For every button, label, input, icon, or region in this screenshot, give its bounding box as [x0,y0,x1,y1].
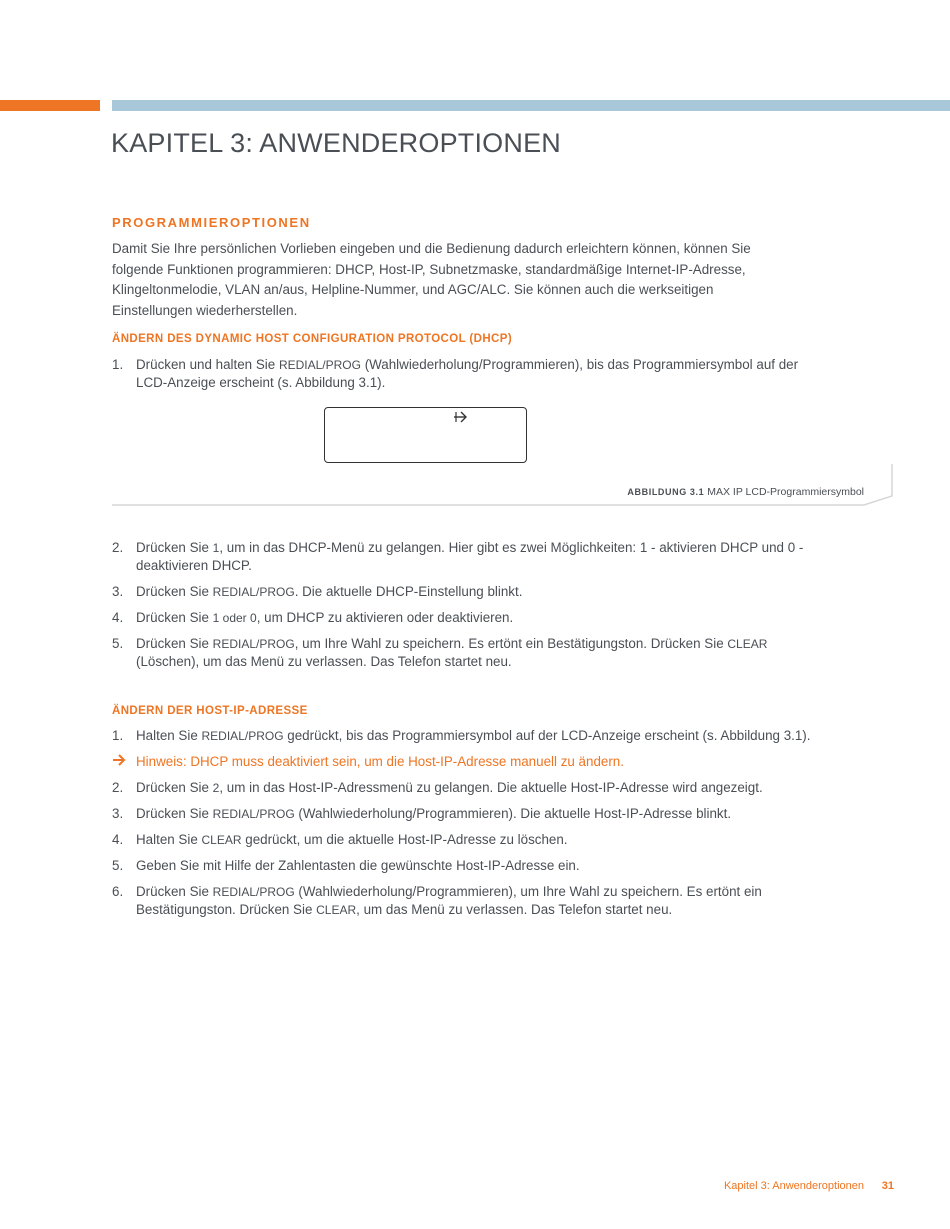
step-text: gedrückt, bis das Programmiersymbol auf der LCD-Anzeige erscheint (s. Abbildung 3.1). [283,728,811,743]
step-number: 2. [112,540,124,555]
orange-accent-bar [0,100,100,111]
step-text: (Wahlwiederholung/Programmieren), um Ihre Wahl zu speichern. Es ertönt ein Bestätigungston. Drücken Sie [136,884,762,917]
step-text: , um in das Host-IP-Adressmenü zu gelangen. Die aktuelle Host-IP-Adresse wird angezeigt. [219,780,763,795]
step-text: gedrückt, um die aktuelle Host-IP-Adresse zu löschen. [241,832,568,847]
step-number: 3. [112,806,124,821]
dhcp-step-list-continued [112,539,812,679]
list-item [112,727,812,745]
list-item [112,857,812,875]
step-text: Drücken Sie [136,610,213,625]
key-label: CLEAR [727,637,768,651]
step-text: Drücken und halten Sie [136,357,279,372]
step-text: Halten Sie [136,832,202,847]
note-label: Hinweis: [136,754,187,769]
key-label: 1 oder 0 [212,611,257,625]
list-item [112,831,812,849]
list-item [112,883,812,919]
step-text: (Wahlwiederholung/Programmieren), bis das Programmiersymbol auf der LCD-Anzeige erscheint (s. Abbildung 3.1). [136,357,799,390]
blue-header-bar [112,100,950,111]
list-item [112,583,812,601]
step-number: 3. [112,584,124,599]
list-item [112,356,812,392]
section-heading-host-ip: ÄNDERN DER HOST-IP-ADRESSE [112,705,308,717]
step-text: , um DHCP zu aktivieren oder deaktivieren. [256,610,514,625]
step-number: 5. [112,858,124,873]
step-text: Drücken Sie [136,540,213,555]
figure-caption [627,486,864,498]
list-item [112,635,812,671]
note-item [112,753,812,771]
step-number: 4. [112,610,124,625]
key-label: CLEAR [201,833,242,847]
dhcp-step-list [112,356,812,400]
key-label: REDIAL/PROG [212,637,295,651]
key-label: REDIAL/PROG [212,585,295,599]
step-number: 6. [112,884,124,899]
step-number: 5. [112,636,124,651]
key-label: CLEAR [316,903,357,917]
list-item [112,539,812,575]
program-arrow-icon [453,410,469,427]
intro-paragraph: Damit Sie Ihre persönlichen Vorlieben eingeben und die Bedienung dadurch erleichtern können, können Sie folgende Funktionen programmieren: DHCP, Host-IP, Subnetzmaske, standardmäßige Internet-IP-Adresse, Klingeltonmelodie, VLAN an/aus, Helpline-Nummer, und AGC/ALC. Sie können auch die werkseitigen Einstellungen wiederherstellen. [112,241,751,318]
step-text: (Wahlwiederholung/Programmieren). Die aktuelle Host-IP-Adresse blinkt. [294,806,732,821]
key-label: REDIAL/PROG [278,358,361,372]
step-number: 2. [112,780,124,795]
step-text: Drücken Sie [136,780,213,795]
step-text: , um in das DHCP-Menü zu gelangen. Hier gibt es zwei Möglichkeiten: 1 - aktivieren DHCP und 0 - deaktivieren DHCP. [136,540,804,573]
step-text: Drücken Sie [136,636,213,651]
section-heading-dhcp: ÄNDERN DES DYNAMIC HOST CONFIGURATION PROTOCOL (DHCP) [112,333,513,345]
list-item [112,609,812,627]
host-ip-step-list [112,727,812,927]
key-label: REDIAL/PROG [212,807,295,821]
chapter-title: KAPITEL 3: ANWENDEROPTIONEN [111,128,561,158]
key-label: 1 [212,541,220,555]
step-text: , um das Menü zu verlassen. Das Telefon startet neu. [356,902,673,917]
key-label: 2 [212,781,220,795]
step-text: . Die aktuelle DHCP-Einstellung blinkt. [294,584,523,599]
step-text: Drücken Sie [136,584,213,599]
step-text: , um Ihre Wahl zu speichern. Es ertönt ein Bestätigungston. Drücken Sie [294,636,728,651]
step-text: Halten Sie [136,728,202,743]
note-text: DHCP muss deaktiviert sein, um die Host-IP-Adresse manuell zu ändern. [186,754,624,769]
lcd-display-figure [324,407,527,463]
page-number: 31 [881,1180,894,1192]
step-number: 1. [112,357,124,372]
list-item [112,805,812,823]
step-number: 4. [112,832,124,847]
arrow-right-icon [112,753,126,772]
step-text: Geben Sie mit Hilfe der Zahlentasten die gewünschte Host-IP-Adresse ein. [136,858,580,873]
step-text: (Löschen), um das Menü zu verlassen. Das Telefon startet neu. [136,654,512,669]
step-text: Drücken Sie [136,806,213,821]
section-heading-programmieroptionen: PROGRAMMIEROPTIONEN [112,215,311,230]
key-label: REDIAL/PROG [201,729,284,743]
step-number: 1. [112,728,124,743]
figure-label: ABBILDUNG 3.1 [627,487,705,497]
list-item [112,779,812,797]
step-text: Drücken Sie [136,884,213,899]
key-label: REDIAL/PROG [212,885,295,899]
figure-caption-text: MAX IP LCD-Programmiersymbol [707,486,864,498]
footer-chapter: Kapitel 3: Anwenderoptionen [723,1180,864,1192]
